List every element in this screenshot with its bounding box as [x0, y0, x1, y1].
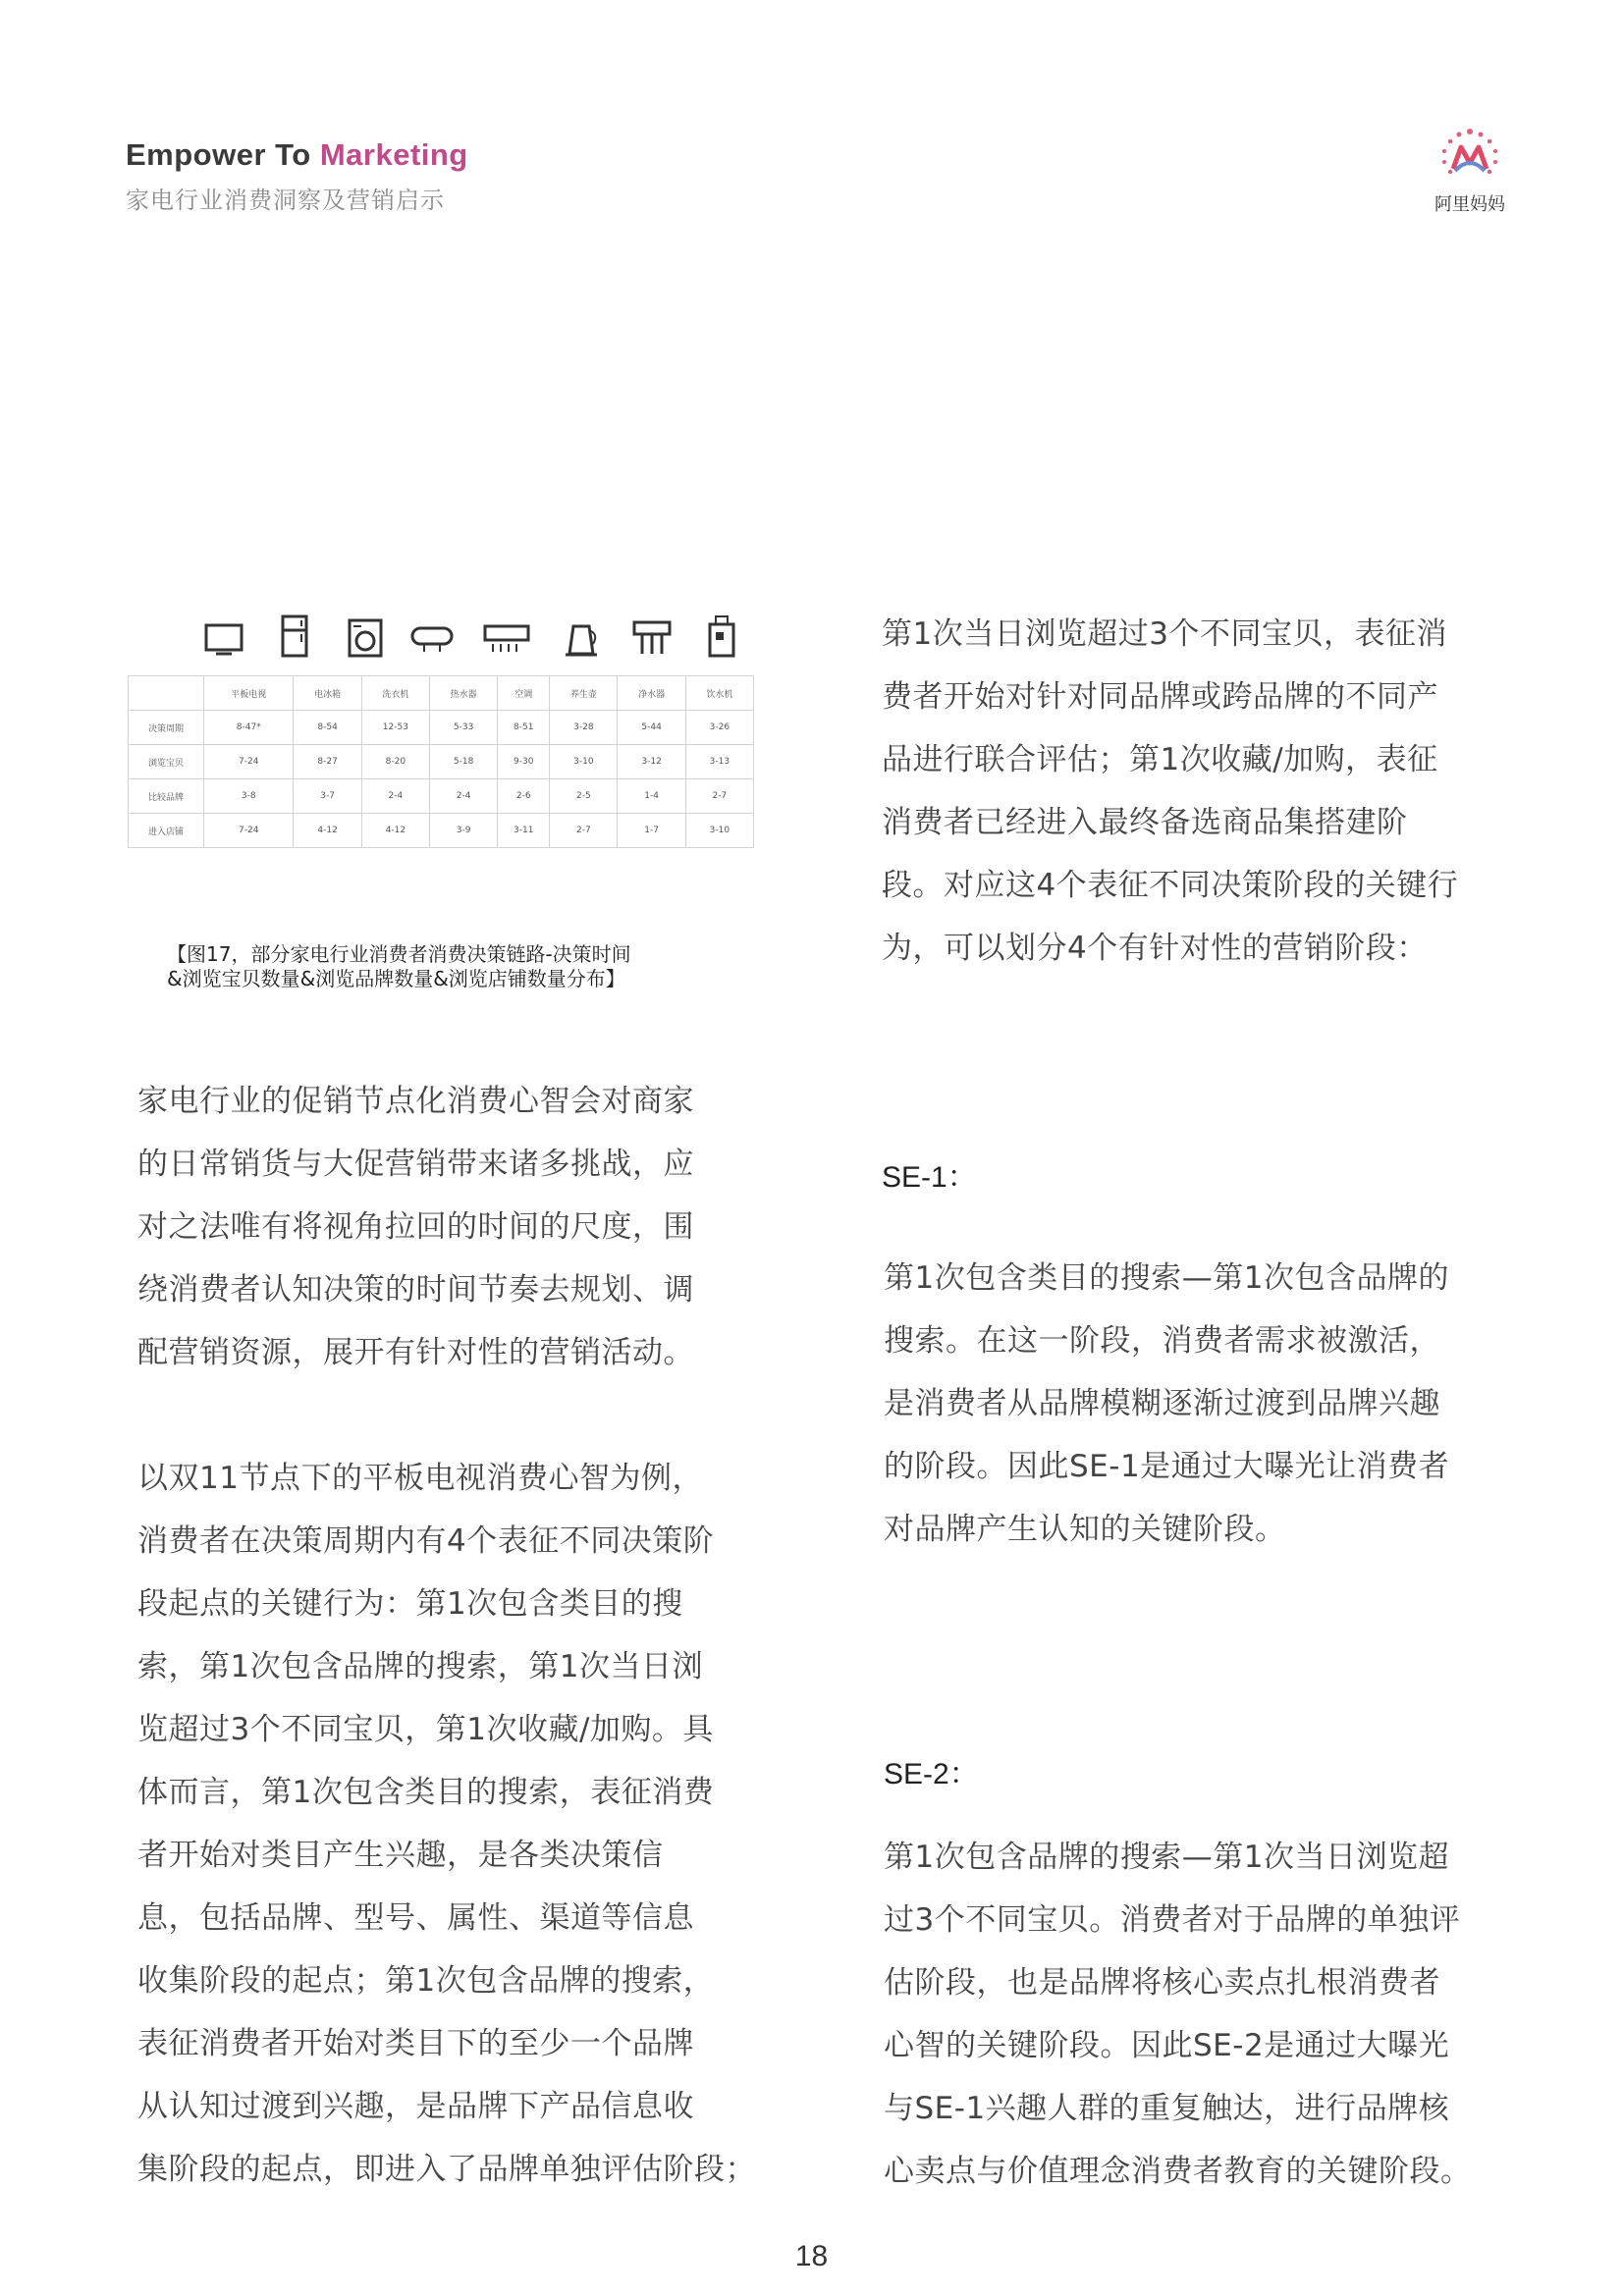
column-header: 养生壶	[550, 676, 618, 711]
text-line: 段起点的关键行为：第1次包含类目的搜	[137, 1586, 683, 1622]
header-subtitle: 家电行业消费洞察及营销启示	[126, 187, 445, 214]
tv-icon	[204, 622, 243, 658]
se1-heading: SE-1：	[882, 1161, 977, 1194]
table-cell: 3-12	[618, 745, 685, 779]
text-line: 对之法唯有将视角拉回的时间的尺度，围	[137, 1209, 694, 1245]
table-cell: 1-7	[618, 814, 685, 848]
text-line: 配营销资源，展开有针对性的营销活动。	[137, 1335, 694, 1370]
table-cell: 2-5	[550, 779, 618, 814]
figure-caption	[167, 942, 631, 991]
text-line: 的阶段。因此SE-1是通过大曝光让消费者	[884, 1449, 1450, 1484]
table-cell: 12-53	[361, 711, 429, 745]
text-line: 为，可以划分4个有针对性的营销阶段：	[882, 931, 1428, 966]
table-corner-cell	[129, 676, 204, 711]
row-label: 比较品牌	[129, 779, 204, 814]
text-line: 消费者在决策周期内有4个表征不同决策阶	[137, 1523, 715, 1559]
column-header: 热水器	[429, 676, 497, 711]
text-line: 览超过3个不同宝贝，第1次收藏/加购。具	[137, 1712, 714, 1747]
text-line: 体而言，第1次包含类目的搜索，表征消费	[137, 1775, 715, 1810]
caption-line: &浏览宝贝数量&浏览品牌数量&浏览店铺数量分布】	[167, 967, 625, 990]
table-cell: 2-7	[685, 779, 753, 814]
right-paragraph-1	[882, 603, 1510, 980]
fridge-icon	[281, 614, 308, 658]
table-row	[129, 745, 754, 779]
text-line: 与SE-1兴趣人群的重复触达，进行品牌核	[884, 2091, 1450, 2126]
text-line: 费者开始对针对同品牌或跨品牌的不同产	[882, 679, 1438, 715]
brand-accent: Marketing	[319, 137, 468, 172]
row-label: 进入店铺	[129, 814, 204, 848]
table-cell: 8-27	[294, 745, 361, 779]
text-line: 第1次包含类目的搜索—第1次包含品牌的	[884, 1260, 1449, 1296]
table-cell: 7-24	[204, 814, 294, 848]
table-cell: 5-33	[429, 711, 497, 745]
text-line: 集阶段的起点，即进入了品牌单独评估阶段；	[137, 2152, 756, 2187]
text-line: 搜索。在这一阶段，消费者需求被激活，	[884, 1323, 1440, 1359]
table-cell: 3-10	[685, 814, 753, 848]
kettle-icon	[562, 618, 601, 658]
table-cell: 8-54	[294, 711, 361, 745]
air-conditioner-icon	[483, 624, 530, 656]
table-cell: 5-18	[429, 745, 497, 779]
row-label: 浏览宝贝	[129, 745, 204, 779]
column-header: 净水器	[618, 676, 685, 711]
text-line: 从认知过渡到兴趣，是品牌下产品信息收	[137, 2089, 694, 2124]
se2-heading: SE-2：	[884, 1758, 979, 1790]
table-cell: 9-30	[498, 745, 550, 779]
table-cell: 3-10	[550, 745, 618, 779]
table-cell: 3-8	[204, 779, 294, 814]
table-cell: 3-11	[498, 814, 550, 848]
se1-body	[884, 1247, 1512, 1561]
left-paragraph-1	[137, 1070, 766, 1384]
table-cell: 3-9	[429, 814, 497, 848]
text-line: 家电行业的促销节点化消费心智会对商家	[137, 1084, 694, 1119]
text-line: 品进行联合评估；第1次收藏/加购，表征	[882, 742, 1438, 777]
table-row	[129, 779, 754, 814]
text-line: 索，第1次包含品牌的搜索，第1次当日浏	[137, 1649, 703, 1684]
text-line: 段。对应这4个表征不同决策阶段的关键行	[882, 868, 1459, 903]
table-cell: 4-12	[361, 814, 429, 848]
table-cell: 2-4	[429, 779, 497, 814]
text-line: 绕消费者认知决策的时间节奏去规划、调	[137, 1272, 694, 1308]
caption-line: 【图17，部分家电行业消费者消费决策链路-决策时间	[167, 942, 631, 966]
column-header: 平板电视	[204, 676, 294, 711]
page-number: 18	[794, 2240, 829, 2272]
table-cell: 4-12	[294, 814, 361, 848]
text-line: 收集阶段的起点；第1次包含品牌的搜索，	[137, 1963, 715, 1999]
brand-prefix: Empower To	[126, 137, 320, 172]
table-cell: 8-20	[361, 745, 429, 779]
text-line: 以双11节点下的平板电视消费心智为例，	[137, 1461, 703, 1496]
table-cell: 3-13	[685, 745, 753, 779]
table-cell: 2-4	[361, 779, 429, 814]
text-line: 者开始对类目产生兴趣，是各类决策信	[137, 1838, 664, 1873]
text-line: 的日常销货与大促营销带来诸多挑战，应	[137, 1147, 694, 1182]
column-header: 电冰箱	[294, 676, 361, 711]
table-cell: 8-47*	[204, 711, 294, 745]
text-line: 心智的关键阶段。因此SE-2是通过大曝光	[884, 2028, 1450, 2063]
water-purifier-icon	[632, 620, 672, 658]
table-row	[129, 814, 754, 848]
text-line: 估阶段，也是品牌将核心卖点扎根消费者	[884, 1965, 1440, 2001]
text-line: 对品牌产生认知的关键阶段。	[884, 1512, 1286, 1547]
decision-chain-table	[128, 675, 754, 848]
brand-title	[126, 137, 468, 173]
table-cell: 5-44	[618, 711, 685, 745]
water-dispenser-icon	[707, 614, 736, 658]
table-cell: 2-7	[550, 814, 618, 848]
text-line: 第1次包含品牌的搜索—第1次当日浏览超	[884, 1840, 1449, 1875]
table-header-row	[129, 676, 754, 711]
table-cell: 8-51	[498, 711, 550, 745]
alimama-logo	[1426, 126, 1514, 216]
text-line: 消费者已经进入最终备选商品集搭建阶	[882, 805, 1408, 840]
text-line: 息，包括品牌、型号、属性、渠道等信息	[137, 1900, 694, 1936]
text-line: 第1次当日浏览超过3个不同宝贝，表征消	[882, 616, 1447, 652]
row-label: 决策周期	[129, 711, 204, 745]
text-line: 表征消费者开始对类目下的至少一个品牌	[137, 2026, 694, 2061]
table-cell: 3-28	[550, 711, 618, 745]
alimama-logo-icon	[1435, 126, 1504, 185]
text-line: 过3个不同宝贝。消费者对于品牌的单独评	[884, 1902, 1461, 1938]
column-header: 空调	[498, 676, 550, 711]
se2-body	[884, 1826, 1512, 2203]
table-cell: 2-6	[498, 779, 550, 814]
table-cell: 1-4	[618, 779, 685, 814]
table-cell: 7-24	[204, 745, 294, 779]
table-cell: 3-26	[685, 711, 753, 745]
column-header: 洗衣机	[361, 676, 429, 711]
appliance-icons-row	[204, 613, 754, 671]
table-cell: 3-7	[294, 779, 361, 814]
logo-text: 阿里妈妈	[1434, 194, 1505, 215]
column-header: 饮水机	[685, 676, 753, 711]
text-line: 心卖点与价值理念消费者教育的关键阶段。	[884, 2154, 1472, 2189]
water-heater-icon	[410, 624, 454, 654]
text-line: 是消费者从品牌模糊逐渐过渡到品牌兴趣	[884, 1386, 1440, 1421]
washer-icon	[348, 618, 383, 658]
left-paragraph-2	[137, 1447, 766, 2201]
table-row	[129, 711, 754, 745]
